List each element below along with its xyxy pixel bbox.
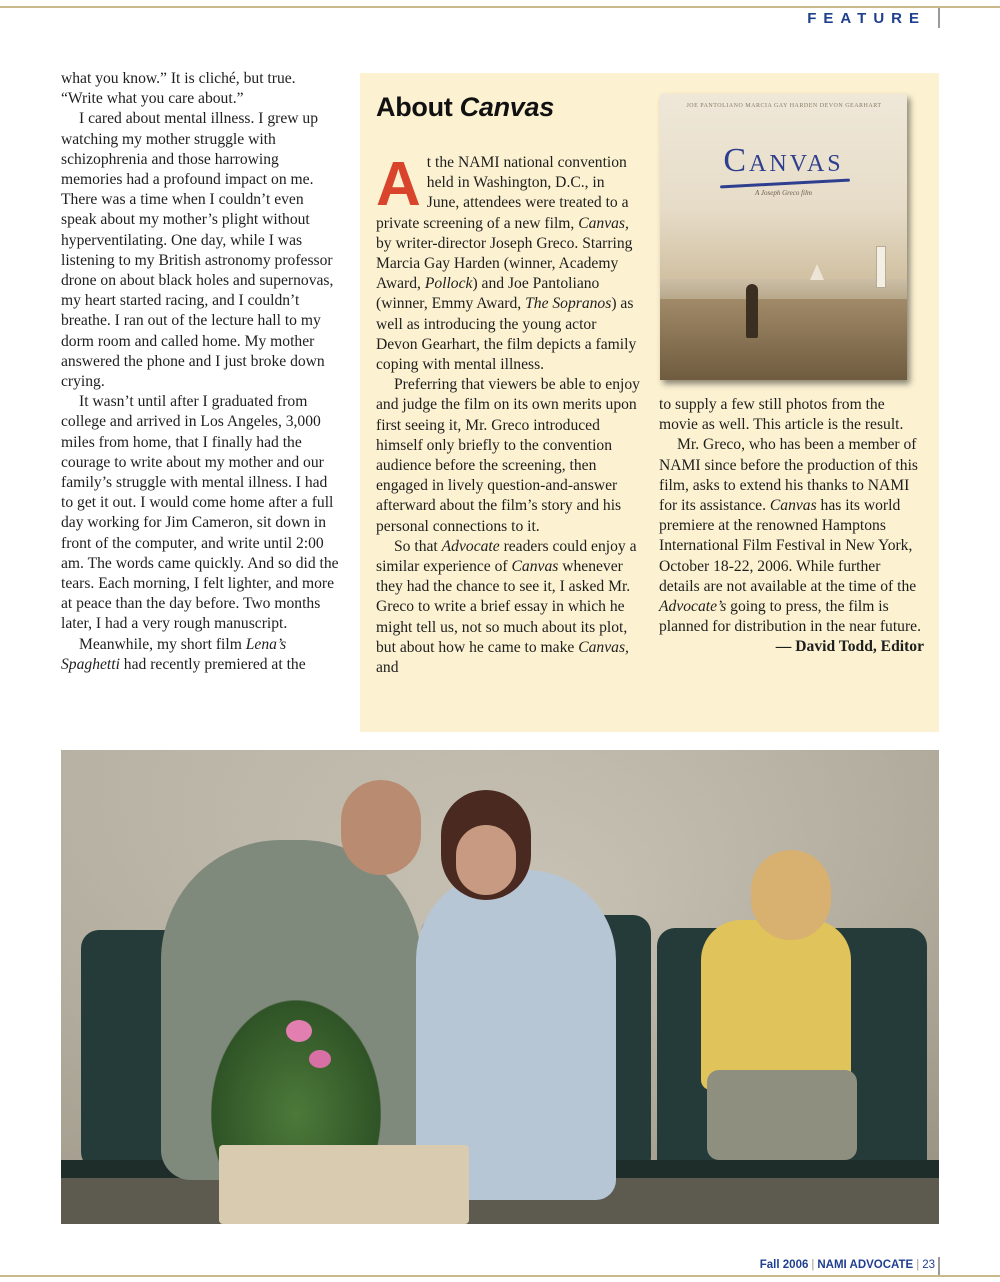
boy-head [751,850,831,940]
article-paragraph: what you know.” It is cliché, but true. “Write what you care about.” [61,70,296,108]
poster-beach [660,299,907,380]
page-number: 23 [922,1259,935,1271]
poster-credits: JOE PANTOLIANO MARCIA GAY HARDEN DEVON GEARHART [686,103,882,109]
pink-flower [309,1050,331,1068]
text-run: ) and Joe Pantoliano (winner, Emmy Award, [376,275,600,313]
folio-separator: | [916,1259,920,1271]
boy-figure [701,920,851,1090]
woman-face [456,825,516,895]
folio-separator: | [811,1259,815,1271]
text-run: readers could enjoy a similar experience of [376,537,637,576]
editor-byline: — David Todd, Editor [775,638,924,656]
text-run: whenever they had the chance to see it, I asked Mr. Greco to write a brief essay in which he might tell us, not so much about its plot, but about how he came to make [376,558,631,656]
film-title: Canvas [769,497,817,515]
show-title: The Sopranos [525,295,612,313]
sidebar-paragraph: Preferring that viewers be able to enjoy and judge the film on its own merits upon first seeing it, Mr. Greco introduced himself only briefly to the convention audience before the screening, then engaged in lively question-and-answer afterward about the film’s story and his personal connections to it. [376,376,640,535]
sidebar-paragraph: to supply a few still photos from the movie as well. This article is the result. [659,396,904,434]
sidebar-paragraph [659,435,924,637]
text-run: going to press, the film is planned for distribution in the near future. [659,598,921,636]
film-title: Canvas [511,558,559,576]
film-title: Pollock [424,275,473,293]
poster-swoosh [720,179,850,189]
article-left-column [61,69,341,675]
header-divider [938,8,940,28]
film-title: Canvas, [578,214,629,232]
about-canvas-sidebar [360,73,939,732]
text-run: Meanwhile, my short film [79,635,246,653]
text-run: had recently premiered at the [119,655,306,673]
film-title: Lena’s Spaghetti [61,635,287,673]
publication-name: Advocate [441,537,500,555]
title-film-name: Canvas [459,92,554,122]
text-run: Mr. Greco, who has been a member of NAMI since before the production of this film, asks to extend his thanks to NAMI for its assistance. [659,436,918,515]
sidebar-right-column [659,395,924,658]
text-run: t the NAMI national convention held in Washington, D.C., in June, attendees were treated to a private screening of a new film, [376,154,629,232]
title-prefix: About [376,92,460,122]
man-head [341,780,421,875]
sidebar-paragraph [376,150,640,375]
lighthouse-figure [876,246,886,288]
sidebar-paragraph [376,537,640,678]
article-paragraph: It wasn’t until after I graduated from college and arrived in Los Angeles, 3,000 miles from home, that I finally had the courage to write about my mother and our family’s struggle with mental illness. I had to get it out. I would come home after a full day working for Jim Cameron, sit down in front of the computer, and write until 2:00 am. The words came quickly. And so did the tears. Each morning, I felt lighter, and more at peace than the day before. Two months later, I had a very rough manuscript. [61,393,339,633]
article-paragraph: I cared about mental illness. I grew up watching my mother struggle with schizophrenia and those harrowing memories had a profound impact on me. There was a time when I couldn’t even speak about my mother’s plight without hyperventilating. One day, while I was listening to my British astronomy professor drone on about black holes and supernovas, my heart started racing, and I couldn’t breathe. I ran out of the lecture hall to my dorm room and called home. My mother answered the phone and I just broke down crying. [61,110,334,391]
pink-flower [286,1020,312,1042]
text-run: ) as well as introducing the young actor Devon Gearhart, the film depicts a family coping with mental illness. [376,295,637,374]
poster-subtitle: A Joseph Greco film [755,189,812,197]
boy-silhouette [746,284,758,338]
bottom-rule [0,1275,1000,1277]
article-paragraph [61,635,341,675]
film-still-photo [61,750,939,1224]
drop-cap: A [376,150,421,219]
boy-shorts [707,1070,857,1160]
text-run: has its world premiere at the renowned Hamptons International Film Festival in New York, October 18-22, 2006. While further details are not available at the time of the [659,497,917,595]
issue-label: Fall 2006 [759,1259,809,1271]
publication-name: Advocate’s [659,598,727,616]
top-rule [0,6,1000,8]
sidebar-middle-column [376,150,640,678]
footer-divider [938,1257,940,1275]
publication-label: NAMI ADVOCATE [817,1259,914,1271]
text-run: by writer-director Joseph Greco. Starring Marcia Gay Harden (winner, Academy Award, [376,234,633,293]
section-label: FEATURE [807,10,926,27]
poster-title: Canvas [723,142,844,179]
text-run: and [376,659,399,677]
film-poster-image [660,94,907,380]
sidebar-title [376,91,554,123]
text-run: So that [394,537,442,555]
page-folio [760,1259,935,1271]
poster-sea [660,279,907,299]
gift-bag [219,1145,469,1224]
film-title: Canvas, [578,638,629,656]
sailboat-figure [810,264,824,280]
